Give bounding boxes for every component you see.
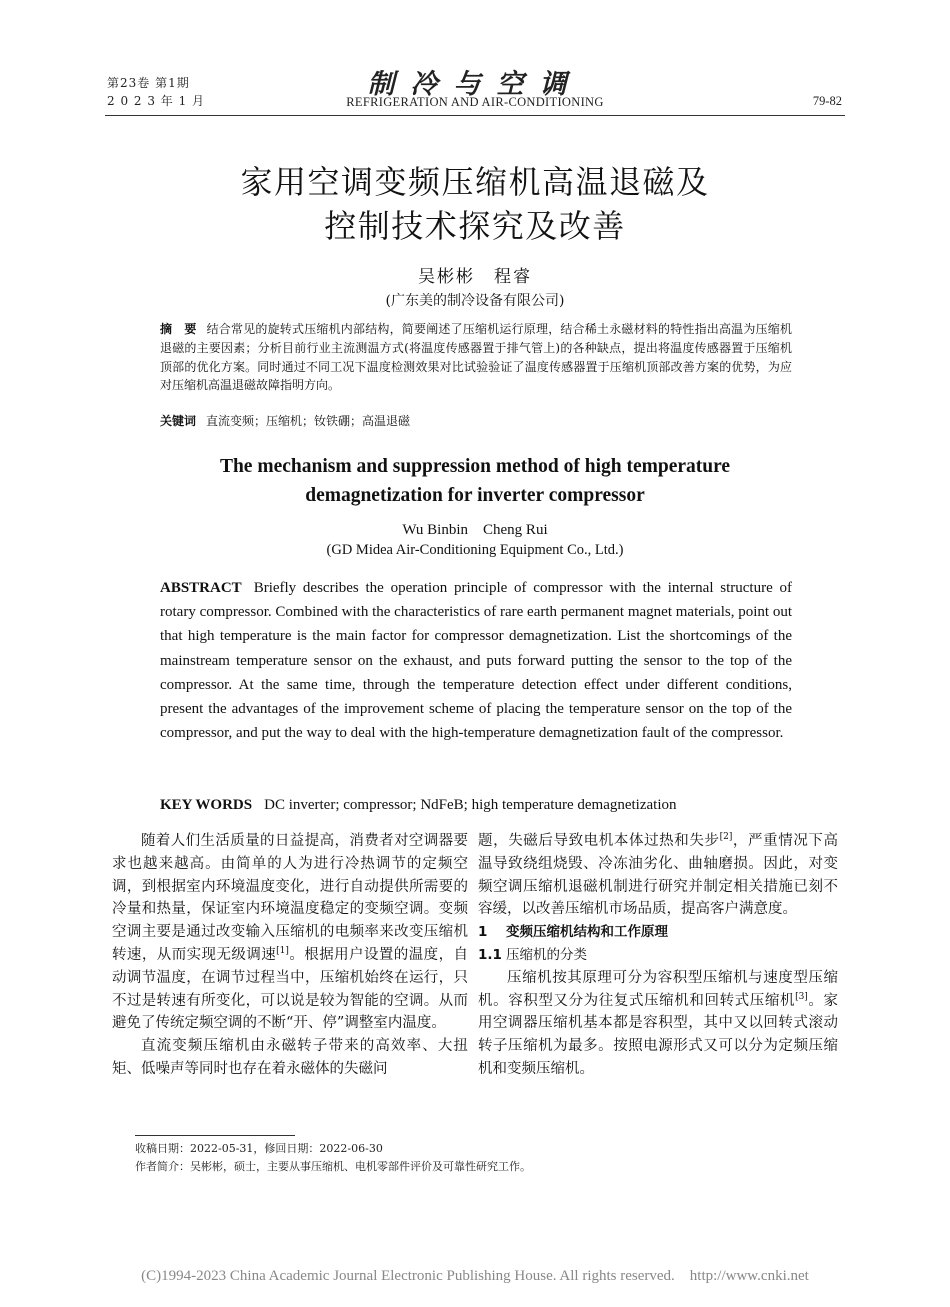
section-1-title: 变频压缩机结构和工作原理 <box>506 924 668 941</box>
keywords-cn-label: 关键词 <box>160 414 197 428</box>
copyright-line: (C)1994-2023 China Academic Journal Electronic Publishing House. All rights reserved. http://www.cnki.net <box>141 1268 809 1284</box>
issue-date: 2 0 2 3 年 1 月 <box>107 94 206 108</box>
body-paragraph-3 <box>478 967 838 1081</box>
authors-cn: 吴彬彬 程睿 <box>418 267 532 287</box>
header-divider <box>105 115 845 116</box>
abstract-en-label: ABSTRACT <box>160 580 242 596</box>
volume-issue: 第23卷 第1期 <box>107 76 190 90</box>
abstract-cn-text: 结合常见的旋转式压缩机内部结构，简要阐述了压缩机运行原理，结合稀土永磁材料的特性指出高温为压缩机退磁的主要因素；分析目前行业主流测温方式(将温度传感器置于排气管上)的各种缺点，提出将温度传感器置于压缩机顶部的优化方案。同时通过不同工况下温度检测效果对比试验验证了温度传感器置于压缩机顶部改善方案的优势，为应对压缩机高温退磁故障指明方向。 <box>160 322 792 393</box>
keywords-cn-text: 直流变频；压缩机；钕铁硼；高温退磁 <box>206 414 411 428</box>
p1-text-b: 。根据用户设置的温度，自动调节温度，在调节过程当中，压缩机始终在运行，只不过是转速有所变化，可以说是较为智能的空调。从而避免了传统定频空调的不断“开、停”调整室内温度。 <box>112 946 469 1032</box>
p3-text: 压缩机按其原理可分为容积型压缩机与速度型压缩机。容积型又分为往复式压缩机和回转式压缩机 <box>478 969 838 1009</box>
citation-ref-1[interactable]: [1] <box>276 946 289 957</box>
section-1-1-number: 1.1 <box>478 946 502 963</box>
article-title-cn <box>0 160 950 248</box>
journal-name-en: REFRIGERATION AND AIR-CONDITIONING <box>346 95 604 109</box>
footnote-dates: 收稿日期：2022-05-31，修回日期：2022-06-30 <box>135 1142 383 1155</box>
body-paragraph-2-cont <box>478 830 838 921</box>
abstract-cn-label: 摘 要 <box>160 322 197 336</box>
body-column-left <box>112 830 468 1081</box>
p2-cont-text: 题，失磁后导致电机本体过热和失步 <box>478 833 720 849</box>
section-1-number: 1 <box>478 924 488 941</box>
p3-text-b: 。家用空调器压缩机基本都是容积型，其中又以回转式滚动转子压缩机为最多。按照电源形式又可以分为定频压缩机和变频压缩机。 <box>478 992 839 1077</box>
p2-cont-text-b: ，严重情况下高温导致绕组烧毁、冷冻油劣化、曲轴磨损。因此，对变频空调压缩机退磁机制进行研究并制定相关措施已刻不容缓，以改善压缩机市场品质，提高客户满意度。 <box>478 833 839 918</box>
authors-en: Wu Binbin Cheng Rui <box>402 522 548 538</box>
body-column-right <box>478 830 838 1081</box>
keywords-en-label: KEY WORDS <box>160 797 253 813</box>
body-paragraph-1 <box>112 830 468 1035</box>
footnote-divider <box>135 1135 295 1136</box>
title-cn-line-1: 家用空调变频压缩机高温退磁及 <box>240 163 710 201</box>
article-title-en <box>0 452 950 510</box>
affiliation-en: (GD Midea Air-Conditioning Equipment Co., Ltd.) <box>326 542 624 558</box>
section-1-1-title: 压缩机的分类 <box>506 946 587 963</box>
section-1-heading <box>478 921 838 944</box>
p1-text: 随着人们生活质量的日益提高，消费者对空调器要求也越来越高。由简单的人为进行冷热调节的定频空调，到根据室内环境温度变化，进行自动提供所需要的冷量和热量，保证室内环境温度稳定的变频空调。变频空调主要是通过改变输入压缩机的电频率来改变压缩机转速，从而实现无级调速 <box>112 833 468 963</box>
journal-name-cn: 制冷与空调 <box>367 69 583 100</box>
keywords-en-text: DC inverter; compressor; NdFeB; high temperature demagnetization <box>264 797 677 813</box>
citation-ref-2[interactable]: [2] <box>719 832 733 843</box>
section-1-1-heading <box>478 944 838 967</box>
abstract-cn <box>160 320 792 395</box>
abstract-en <box>160 576 792 745</box>
page-range: 79-82 <box>812 94 842 108</box>
p2-text: 直流变频压缩机由永磁转子带来的高效率、大扭矩、低噪声等同时也存在着永磁体的失磁问 <box>112 1038 468 1077</box>
title-en-line-2: demagnetization for inverter compressor <box>305 485 645 506</box>
title-cn-line-2: 控制技术探究及改善 <box>324 207 626 245</box>
abstract-en-text: Briefly describes the operation principle of compressor with the internal structure of rotary compressor. Combined with the characteristics of rare earth permanent magnet materials, point out that high temperature is the main factor for compressor demagnetization. List the shortcomings of the mainstream temperature sensor on the exhaust, and puts forward putting the sensor to the top of the compressor. At the same time, through the temperature detection effect under different conditions, present the advantages of the improvement scheme of placing the temperature sensor on the top of the compressor, and put the way to deal with the high-temperature demagnetization fault of the compressor. <box>160 580 792 742</box>
keywords-en <box>160 794 792 816</box>
citation-ref-3[interactable]: [3] <box>795 991 808 1002</box>
affiliation-cn: (广东美的制冷设备有限公司) <box>385 293 565 309</box>
body-paragraph-2 <box>112 1035 468 1081</box>
footnote-author-bio: 作者简介：吴彬彬，硕士，主要从事压缩机、电机零部件评价及可靠性研究工作。 <box>135 1160 531 1173</box>
keywords-cn <box>160 412 792 430</box>
footnotes <box>135 1140 531 1176</box>
title-en-line-1: The mechanism and suppression method of high temperature <box>219 456 731 477</box>
